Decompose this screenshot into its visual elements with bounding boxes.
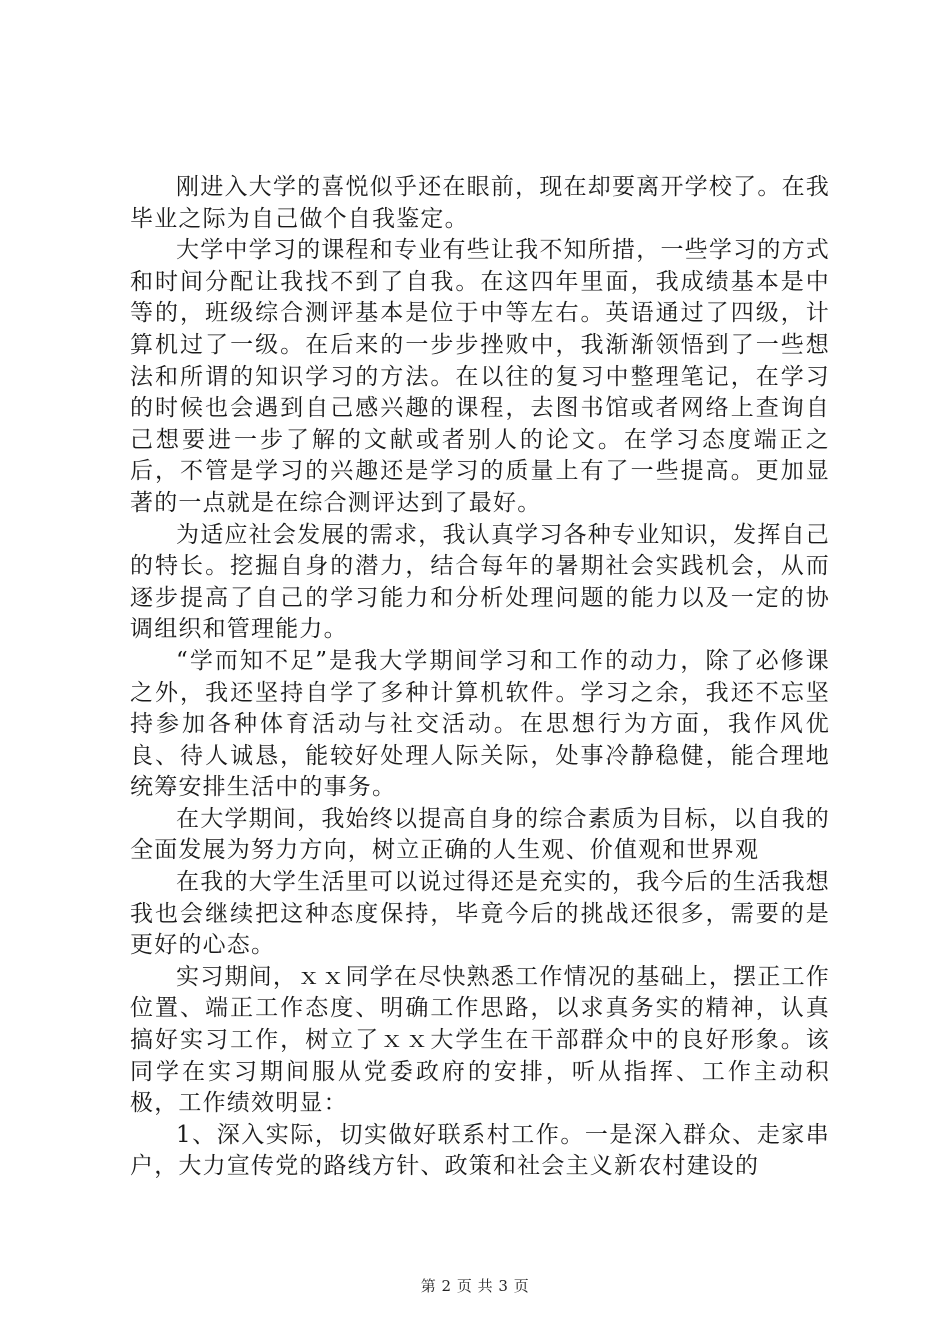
paragraph: 在我的大学生活里可以说过得还是充实的，我今后的生活我想我也会继续把这种态度保持，毕竟今后的挑战还很多，需要的是更好的心态。 bbox=[130, 869, 830, 959]
document-body bbox=[130, 172, 830, 1183]
paragraph: 在大学期间，我始终以提高自身的综合素质为目标，以自我的全面发展为努力方向，树立正确的人生观、价值观和世界观 bbox=[130, 805, 830, 864]
page-footer: 第 2 页 共 3 页 bbox=[420, 1277, 530, 1295]
paragraph: 为适应社会发展的需求，我认真学习各种专业知识，发挥自己的特长。挖掘自身的潜力，结合每年的暑期社会实践机会，从而逐步提高了自己的学习能力和分析处理问题的能力以及一定的协调组织和管理能力。 bbox=[130, 521, 830, 643]
paragraph: 1、深入实际，切实做好联系村工作。一是深入群众、走家串户，大力宣传党的路线方针、政策和社会主义新农村建设的 bbox=[130, 1121, 830, 1180]
paragraph: 大学中学习的课程和专业有些让我不知所措，一些学习的方式和时间分配让我找不到了自我。在这四年里面，我成绩基本是中等的，班级综合测评基本是位于中等左右。英语通过了四级，计算机过了一级。在后来的一步步挫败中，我渐渐领悟到了一些想法和所谓的知识学习的方法。在以往的复习中整理笔记，在学习的时候也会遇到自己感兴趣的课程，去图书馆或者网络上查询自己想要进一步了解的文献或者别人的论文。在学习态度端正之后，不管是学习的兴趣还是学习的质量上有了一些提高。更加显著的一点就是在综合测评达到了最好。 bbox=[130, 237, 830, 516]
paragraph: 实习期间，ｘｘ同学在尽快熟悉工作情况的基础上，摆正工作位置、端正工作态度、明确工作思路，以求真务实的精神，认真搞好实习工作，树立了ｘｘ大学生在干部群众中的良好形象。该同学在实习期间服从党委政府的安排，听从指挥、工作主动积极，工作绩效明显： bbox=[130, 963, 830, 1117]
paragraph: 刚进入大学的喜悦似乎还在眼前，现在却要离开学校了。在我毕业之际为自己做个自我鉴定。 bbox=[130, 174, 830, 232]
paragraph: “学而知不足”是我大学期间学习和工作的动力，除了必修课之外，我还坚持自学了多种计算机软件。学习之余，我还不忘坚持参加各种体育活动与社交活动。在思想行为方面，我作风优良、待人诚恳，能较好处理人际关际，处事冷静稳健，能合理地统筹安排生活中的事务。 bbox=[130, 647, 830, 801]
